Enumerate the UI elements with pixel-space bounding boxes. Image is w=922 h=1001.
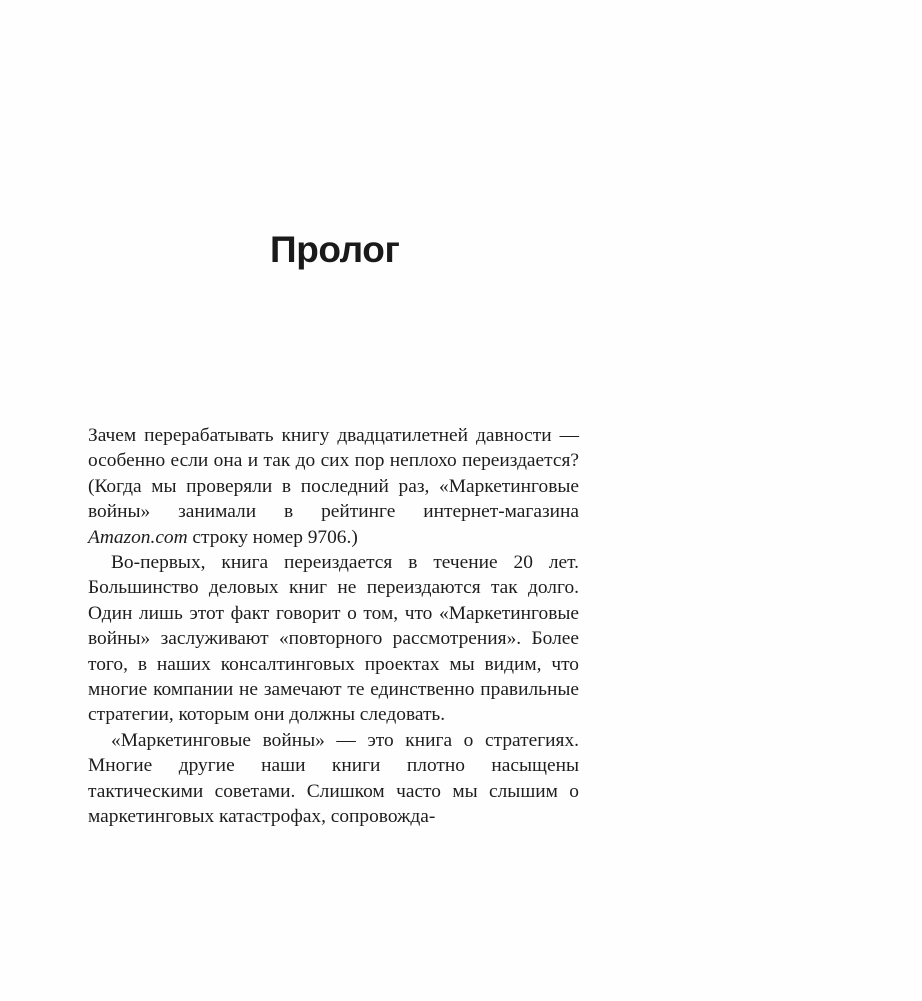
text-run: «Маркетинговые войны» — это книга о стратегиях. Многие другие наши книги плотно насыщены тактическими советами. Слишком часто мы слышим о маркетинговых катастрофах, сопровожда- — [88, 729, 579, 828]
text-run: строку номер 9706.) — [187, 526, 358, 548]
paragraph — [88, 550, 579, 728]
body-text-block — [88, 423, 579, 830]
paragraph — [88, 423, 579, 550]
text-run: Зачем перерабатывать книгу двадцатилетней давности — особенно если она и так до сих пор неплохо переиздается? (Когда мы проверяли в последний раз, «Маркетинговые войны» занимали в рейтинге интернет-магазина — [88, 425, 579, 523]
italic-run: Amazon.com — [88, 526, 188, 548]
chapter-title: Пролог — [270, 229, 400, 270]
text-run: Во-первых, книга переиздается в течение 20 лет. Большинство деловых книг не переиздаются так долго. Один лишь этот факт говорит о том, что «Маркетинговые войны» заслуживают «повторного рассмотрения». Более того, в наших консалтинговых проектах мы видим, что многие компании не замечают те единственно правильные стратегии, которым они должны следовать. — [88, 552, 579, 726]
paragraph — [88, 728, 579, 830]
